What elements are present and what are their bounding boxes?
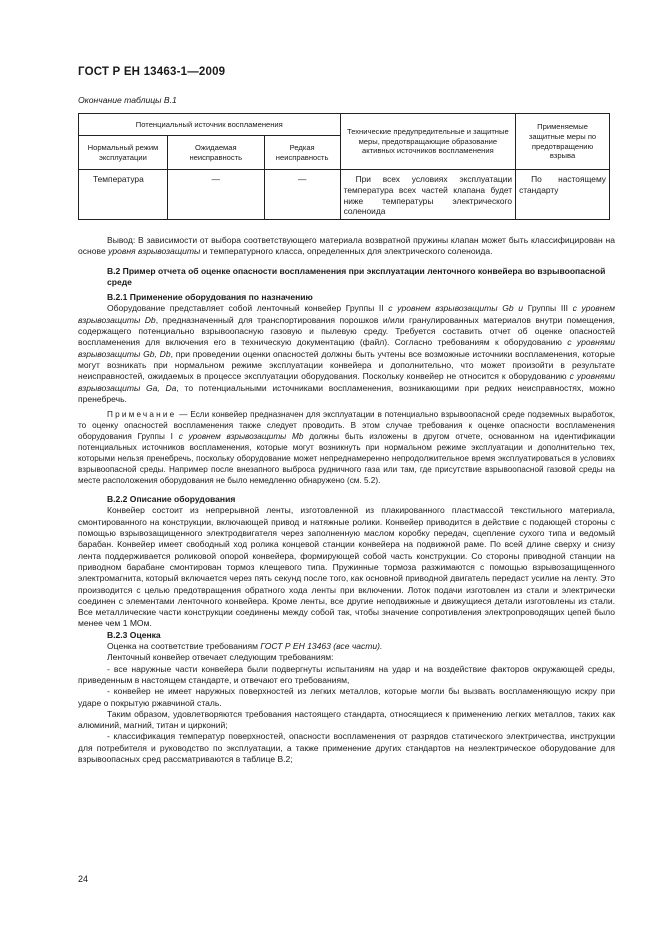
subsection-heading-b23: В.2.3 Оценка — [107, 629, 161, 640]
paragraph-assessment: Оценка на соответствие требованиям ГОСТ Р ЕН 13463 (все части). — [107, 641, 383, 652]
page-number: 24 — [78, 874, 89, 884]
ignition-source-table — [78, 113, 610, 220]
table-cell-rare: — — [264, 170, 340, 220]
table-cell-expected: — — [167, 170, 264, 220]
table-header-measures: Технические предупредительные и защитные меры, предотвращающие образование активных источников воспламенения — [340, 114, 516, 170]
note-label: Примечание — [107, 410, 177, 420]
conclusion-paragraph: Вывод: В зависимости от выбора соответствующего материала возвратной пружины клапан может быть классифицирован на основе уровня взрывозащиты и температурного класса, определенных для электрического соленоида. — [78, 235, 615, 257]
table-cell-normal: Температура — [79, 170, 168, 220]
paragraph-requirements-intro: Ленточный конвейер отвечает следующим требованиям: — [107, 652, 334, 663]
section-heading-b2: В.2 Пример отчета об оценке опасности воспламенения при эксплуатации ленточного конвейера во взрывоопасной среде — [107, 265, 606, 287]
list-item-temperature-classification: - классификация температур поверхностей, опасности воспламенения от разрядов статического электричества, инструкции для потребителя и руководство по эксплуатации, а также применение других стандартов на неэлектрическое оборудование для взрывоопасных сред рассматриваются в таблице В.2; — [78, 731, 615, 764]
page-body — [78, 235, 615, 765]
table-header-normal: Нормальный режим эксплуатации — [79, 136, 168, 170]
table-header-applied: Применяемые защитные меры по предотвращению взрыва — [516, 114, 610, 170]
table-caption: Окончание таблицы В.1 — [78, 95, 177, 105]
table-cell-applied: По настоящему стандарту — [516, 170, 610, 220]
note-paragraph: Примечание — Если конвейер предназначен для эксплуатации в потенциально взрывоопасной среде подземных выработок, то оценку опасностей воспламенения также следует проводить. В этом случае требования к оценке опасности воспламенения оборудования Группы I с уровнем взрывозащиты Mb должны быть изложены в другом отчете, основанном на идентификации потенциальных источников воспламенения, которые могут возникнуть при нормальном режиме эксплуатации и дополнительно тех, которыми нельзя пренебречь, поскольку оборудование может непреднамеренно непродолжительное время эксплуатироваться в условиях взрывоопасной среды. Например после внезапного выброса рудничного газа или там, где присутствие взрывоопасной газовой среды на месте расположения оборудования не было немедленно обнаружено (см. 5.2). — [78, 410, 615, 486]
subsection-heading-b21: В.2.1 Применение оборудования по назначению — [107, 292, 313, 303]
table-cell-measures: При всех условиях эксплуатации температура всех частей клапана будет ниже температуры электрического соленоида — [340, 170, 516, 220]
paragraph-requirements-satisfied: Таким образом, удовлетворяются требования настоящего стандарта, относящиеся к применению легких металлов, таких как алюминий, магний, титан и цирконий; — [78, 708, 615, 731]
paragraph-equipment-description: Конвейер состоит из непрерывной ленты, изготовленной из плакированного пластмассой текстильного материала, смонтированного на конструкции, включающей привод и натяжные ролики. Конвейер приводится в действие с подающей стороны с помощью взрывозащищенного электродвигателя через заполненную маслом коробку передач, сцепление сухого типа и ведомый барабан. Конвейер имеет свободный ход ролика концевой станции конвейера на подвижной раме. По всей длине сверху и снизу лента поддерживается роликовой опорой конвейера, формирующей собой часть конструкции. Со стороны приводной станции на приводном барабане смонтирован тормоз клещевого типа. Пружинные тормоза разжимаются с помощью взрывозащищенного электромагнита, который включается через пять секунд после того, как основной приводной двигатель передаст усилие на ленту. Это производится с целью предотвращения обратного хода ленты при включении. Лоток подачи изготовлен из стали и электрически соединен с элементами ленточного конвейера. Кроме ленты, все другие неподвижные и движущиеся детали изготовлены из стали. Все металлические части конструкции соединены между собой так, чтобы значение сопротивления электропроводящих цепей было менее чем 1 МОм. — [78, 505, 615, 629]
subsection-heading-b22: В.2.2 Описание оборудования — [107, 494, 236, 505]
document-header: ГОСТ Р ЕН 13463-1—2009 — [78, 66, 226, 78]
table-header-expected: Ожидаемая неисправность — [167, 136, 264, 170]
table-group-header: Потенциальный источник воспламенения — [79, 114, 341, 136]
paragraph-intended-use: Оборудование представляет собой ленточный конвейер Группы II с уровнем взрывозащиты Gb и Группы III с уровнем взрывозащиты Db, предназначенный для транспортирования порошков и/или гранулированных материалов внутри помещения, содержащего потенциально взрывоопасную газовую и пылевую среду. Требуется составить отчет об оценке опасностей воспламенения для включения его в техническую документацию (файл). Согласно требованиям к оборудованию с уровнями взрывозащиты Gb, Db, при проведении оценки опасностей должны быть учтены все возможные источники воспламенения, которые могут возникать при нормальном режиме эксплуатации конвейера и дополнительно, что может произойти в результате неисправностей, ожидаемых в процессе эксплуатации оборудования. Поскольку конвейер не относится к оборудованию с уровнями взрывозащиты Ga, Da, то потенциальными источниками воспламенения, возникающими при редких неисправностях, можно пренебречь. — [78, 303, 615, 404]
list-item-light-metals: - конвейер не имеет наружных поверхностей из легких металлов, которые могли бы вызвать воспламеняющую искру при ударе о покрытую ржавчиной сталь. — [78, 686, 615, 708]
list-item-impact-tests: - все наружные части конвейера были подвергнуты испытаниям на удар и на воздействие факторов окружающей среды, приведенным в настоящем стандарте, и отвечают его требованиям, — [78, 663, 615, 685]
table-header-rare: Редкая неисправность — [264, 136, 340, 170]
